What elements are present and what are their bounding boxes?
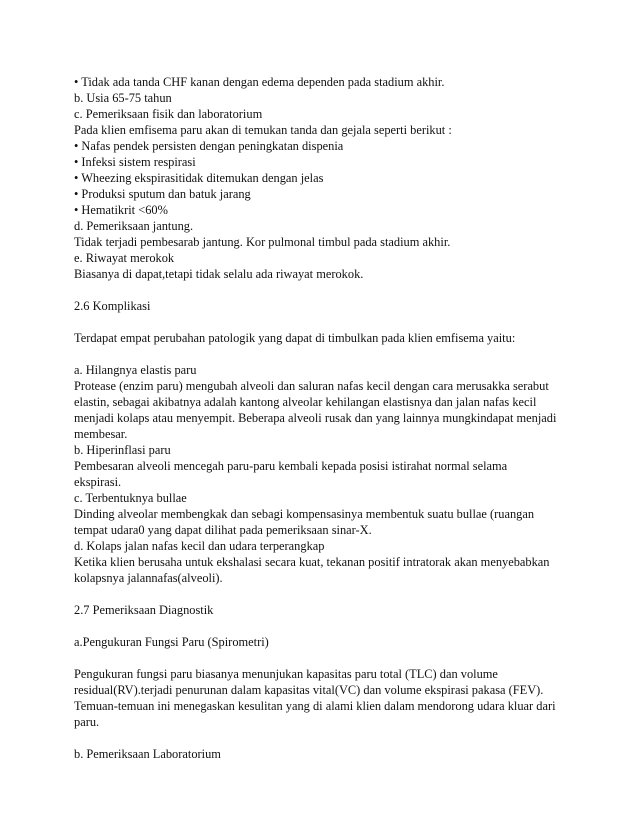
text-line: • Infeksi sistem respirasi: [74, 155, 196, 169]
text-line: Pengukuran fungsi paru biasanya menunjukan kapasitas paru total (TLC) dan volume: [74, 667, 498, 681]
section-heading: 2.6 Komplikasi: [74, 299, 151, 313]
text-line: ekspirasi.: [74, 475, 122, 489]
blank-line: [74, 586, 574, 602]
text-line: menjadi kolaps atau menyempit. Beberapa alveoli rusak dan yang lainnya mungkindapat menjadi: [74, 411, 557, 425]
text-line: Biasanya di dapat,tetapi tidak selalu ada riwayat merokok.: [74, 267, 364, 281]
blank-line: [74, 618, 574, 634]
text-line: c. Terbentuknya bullae: [74, 491, 187, 505]
document-page: [74, 74, 574, 762]
blank-line: [74, 282, 574, 298]
text-line: d. Kolaps jalan nafas kecil dan udara terperangkap: [74, 539, 325, 553]
text-line: • Nafas pendek persisten dengan peningkatan dispenia: [74, 139, 344, 153]
text-line: e. Riwayat merokok: [74, 251, 175, 265]
text-line: paru.: [74, 715, 100, 729]
text-line: • Wheezing ekspirasitidak ditemukan dengan jelas: [74, 171, 324, 185]
text-line: membesar.: [74, 427, 128, 441]
text-line: Temuan-temuan ini menegaskan kesulitan yang di alami klien dalam mendorong udara kluar dari: [74, 699, 556, 713]
text-line: Protease (enzim paru) mengubah alveoli dan saluran nafas kecil dengan cara merusakka serabut: [74, 379, 549, 393]
text-line: a.Pengukuran Fungsi Paru (Spirometri): [74, 635, 269, 649]
text-line: • Produksi sputum dan batuk jarang: [74, 187, 251, 201]
text-line: Pada klien emfisema paru akan di temukan tanda dan gejala seperti berikut :: [74, 123, 452, 137]
text-line: Dinding alveolar membengkak dan sebagi kompensasinya membentuk suatu bullae (ruangan: [74, 507, 535, 521]
text-line: b. Pemeriksaan Laboratorium: [74, 747, 221, 761]
text-line: residual(RV).terjadi penurunan dalam kapasitas vital(VC) dan volume ekspirasi pakasa (FEV).: [74, 683, 544, 697]
section-heading: 2.7 Pemeriksaan Diagnostik: [74, 603, 214, 617]
text-line: Tidak terjadi pembesarab jantung. Kor pulmonal timbul pada stadium akhir.: [74, 235, 451, 249]
blank-line: [74, 314, 574, 330]
text-line: b. Usia 65-75 tahun: [74, 91, 172, 105]
text-line: c. Pemeriksaan fisik dan laboratorium: [74, 107, 263, 121]
text-line: b. Hiperinflasi paru: [74, 443, 171, 457]
text-line: elastin, sebagai akibatnya adalah kantong alveolar kehilangan elastisnya dan jalan nafas kecil: [74, 395, 537, 409]
text-line: • Tidak ada tanda CHF kanan dengan edema dependen pada stadium akhir.: [74, 75, 445, 89]
text-line: d. Pemeriksaan jantung.: [74, 219, 194, 233]
text-line: • Hematikrit <60%: [74, 203, 168, 217]
blank-line: [74, 730, 574, 746]
text-line: Ketika klien berusaha untuk ekshalasi secara kuat, tekanan positif intratorak akan menyebabkan: [74, 555, 550, 569]
text-line: Pembesaran alveoli mencegah paru-paru kembali kepada posisi istirahat normal selama: [74, 459, 508, 473]
blank-line: [74, 346, 574, 362]
text-line: Terdapat empat perubahan patologik yang dapat di timbulkan pada klien emfisema yaitu:: [74, 331, 516, 345]
blank-line: [74, 650, 574, 666]
text-line: kolapsnya jalannafas(alveoli).: [74, 571, 223, 585]
text-line: a. Hilangnya elastis paru: [74, 363, 197, 377]
text-line: tempat udara0 yang dapat dilihat pada pemeriksaan sinar-X.: [74, 523, 372, 537]
